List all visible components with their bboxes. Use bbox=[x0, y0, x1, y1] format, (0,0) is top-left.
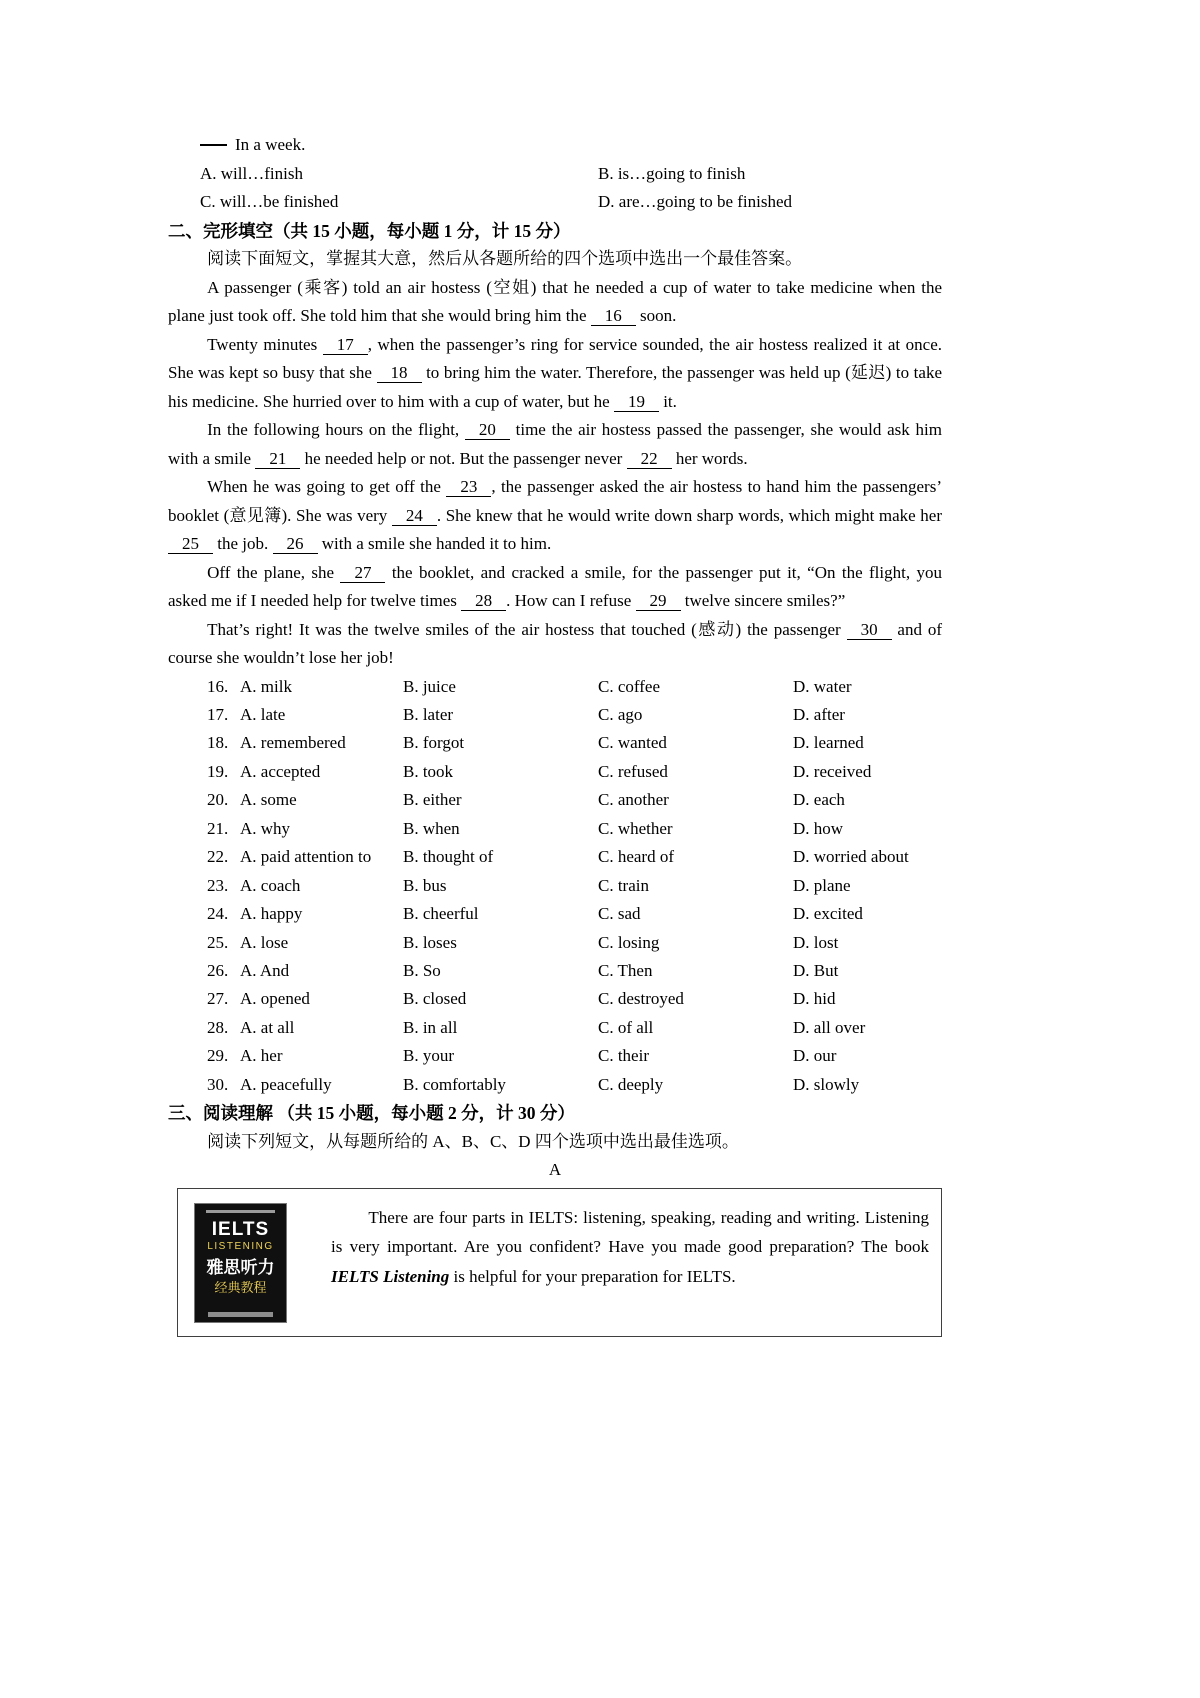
option-b: B. closed bbox=[403, 989, 467, 1009]
text-run: . She knew that he would write down sharp words, which might make her bbox=[436, 505, 942, 525]
cloze-blank-30: 30 bbox=[847, 620, 892, 640]
option-a: A. accepted bbox=[240, 761, 321, 781]
text-run: the booklet, and cracked a smile, for the passenger put it, “On the flight, you asked me if I needed help for twelve times bbox=[168, 562, 942, 610]
option-number: 23. bbox=[207, 875, 229, 895]
option-d: D. after bbox=[793, 704, 845, 724]
option-c: C. of all bbox=[598, 1017, 654, 1037]
option-a: A. And bbox=[240, 961, 290, 981]
cloze-paragraph-5 bbox=[168, 559, 942, 616]
stem-text: In a week. bbox=[235, 135, 306, 154]
option-d: D. hid bbox=[793, 989, 836, 1009]
option-d: D. received bbox=[793, 761, 872, 781]
intro-option-b: B. is…going to finish bbox=[598, 163, 746, 183]
option-b: B. forgot bbox=[403, 733, 465, 753]
reading-passage-box bbox=[177, 1188, 942, 1337]
option-d: D. learned bbox=[793, 733, 864, 753]
option-c: C. coffee bbox=[598, 676, 660, 696]
book-subtitle: LISTENING bbox=[207, 1240, 274, 1252]
text-run: is helpful for your preparation for IELTS. bbox=[449, 1266, 736, 1286]
reading-section-header: 三、阅读理解 （共 15 小题，每小题 2 分，计 30 分） bbox=[168, 1103, 575, 1124]
cloze-paragraph-3 bbox=[168, 416, 942, 473]
text-run: , the passenger asked the air hostess to hand him the passengers’ booklet (意见簿). She was very bbox=[168, 477, 942, 525]
text-run: Off the plane, she bbox=[207, 562, 341, 582]
option-a: A. opened bbox=[240, 989, 310, 1009]
option-c: C. wanted bbox=[598, 733, 667, 753]
option-b: B. your bbox=[403, 1046, 454, 1066]
option-a: A. coach bbox=[240, 875, 301, 895]
option-number: 30. bbox=[207, 1074, 229, 1094]
book-title: IELTS bbox=[211, 1218, 270, 1240]
cloze-blank-26: 26 bbox=[273, 534, 318, 554]
option-b: B. later bbox=[403, 704, 454, 724]
option-d: D. water bbox=[793, 676, 852, 696]
option-number: 27. bbox=[207, 989, 229, 1009]
text-run: with a smile she handed it to him. bbox=[317, 534, 552, 553]
option-a: A. her bbox=[240, 1046, 283, 1066]
option-b: B. cheerful bbox=[403, 904, 479, 924]
option-number: 18. bbox=[207, 733, 229, 753]
cloze-blank-16: 16 bbox=[591, 306, 636, 326]
option-d: D. all over bbox=[793, 1017, 866, 1037]
text-run: In the following hours on the flight, bbox=[207, 420, 465, 439]
option-number: 29. bbox=[207, 1046, 229, 1066]
option-c: C. deeply bbox=[598, 1074, 664, 1094]
option-b: B. either bbox=[403, 790, 462, 810]
option-c: C. ago bbox=[598, 704, 643, 724]
intro-option-c: C. will…be finished bbox=[200, 192, 339, 211]
option-a: A. why bbox=[240, 818, 291, 838]
cloze-option-row bbox=[207, 815, 942, 843]
ielts-book-cover bbox=[194, 1203, 287, 1323]
cloze-option-row bbox=[207, 1014, 942, 1042]
cloze-paragraph-4 bbox=[168, 473, 942, 559]
cloze-blank-17: 17 bbox=[323, 335, 368, 355]
reading-passage-text bbox=[331, 1203, 929, 1292]
option-d: D. lost bbox=[793, 932, 839, 952]
text-run: There are four parts in IELTS: listening, speaking, reading and writing. Listening is very important. Are you confident? Have you made good preparation? The book bbox=[331, 1207, 929, 1257]
cloze-blank-25: 25 bbox=[168, 534, 213, 554]
cloze-option-row bbox=[207, 900, 942, 928]
passage-label: A bbox=[548, 1160, 562, 1180]
text-run: he needed help or not. But the passenger never bbox=[300, 448, 627, 468]
text-run: twelve sincere smiles?” bbox=[680, 591, 846, 610]
option-b: B. So bbox=[403, 961, 441, 981]
cloze-blank-21: 21 bbox=[255, 449, 300, 469]
option-a: A. remembered bbox=[240, 733, 346, 753]
text-run: , when the passenger’s ring for service sounded, the air hostess realized it at once. She was kept so busy that she bbox=[168, 334, 942, 382]
option-b: B. took bbox=[403, 761, 454, 781]
cloze-blank-20: 20 bbox=[465, 420, 510, 440]
option-number: 20. bbox=[207, 790, 229, 810]
book-cover-top-decoration bbox=[206, 1210, 274, 1213]
cloze-blank-18: 18 bbox=[377, 363, 422, 383]
option-c: C. destroyed bbox=[598, 989, 684, 1009]
cloze-option-row bbox=[207, 957, 942, 985]
cloze-option-row bbox=[207, 985, 942, 1013]
text-run: time the air hostess passed the passenger, she would ask him with a smile bbox=[168, 420, 942, 468]
cloze-blank-29: 29 bbox=[636, 591, 681, 611]
cloze-option-row bbox=[207, 1042, 942, 1070]
cloze-paragraph-2 bbox=[168, 331, 942, 417]
option-c: C. sad bbox=[598, 904, 641, 924]
option-number: 25. bbox=[207, 932, 229, 952]
option-number: 19. bbox=[207, 761, 229, 781]
text-run: it. bbox=[658, 391, 677, 411]
option-b: B. thought of bbox=[403, 847, 494, 867]
option-c: C. heard of bbox=[598, 847, 675, 867]
cloze-blank-23: 23 bbox=[446, 477, 491, 497]
question-stem bbox=[168, 131, 942, 160]
cloze-blank-27: 27 bbox=[340, 563, 385, 583]
option-number: 17. bbox=[207, 704, 229, 724]
cloze-option-row bbox=[207, 673, 942, 701]
option-b: B. comfortably bbox=[403, 1074, 506, 1094]
option-b: B. juice bbox=[403, 676, 456, 696]
cloze-option-row bbox=[207, 786, 942, 814]
option-number: 26. bbox=[207, 961, 229, 981]
option-b: B. bus bbox=[403, 875, 447, 895]
book-chinese-subtitle: 经典教程 bbox=[214, 1279, 267, 1295]
book-chinese-title: 雅思听力 bbox=[206, 1257, 275, 1277]
cloze-option-row bbox=[207, 929, 942, 957]
option-c: C. another bbox=[598, 790, 669, 810]
option-b: B. loses bbox=[403, 932, 457, 952]
cloze-option-row bbox=[207, 843, 942, 871]
intro-option-a: A. will…finish bbox=[200, 163, 303, 183]
cloze-option-row bbox=[207, 701, 942, 729]
option-c: C. train bbox=[598, 875, 649, 895]
option-d: D. each bbox=[793, 790, 845, 810]
cloze-section-header: 二、完形填空（共 15 小题，每小题 1 分，计 15 分） bbox=[168, 220, 571, 241]
book-cover-bottom-decoration bbox=[208, 1312, 273, 1317]
option-a: A. peacefully bbox=[240, 1074, 332, 1094]
option-c: C. whether bbox=[598, 818, 673, 838]
text-run: When he was going to get off the bbox=[207, 477, 447, 496]
option-number: 24. bbox=[207, 904, 229, 924]
text-run: to bring him the water. Therefore, the passenger was held up (延迟) to take his medicine. She hurried over to him with a cup of water, but he bbox=[168, 363, 942, 411]
option-number: 28. bbox=[207, 1017, 229, 1037]
option-d: D. excited bbox=[793, 904, 863, 924]
blank-line bbox=[200, 144, 227, 146]
option-number: 22. bbox=[207, 847, 229, 867]
option-a: A. paid attention to bbox=[240, 847, 372, 867]
option-b: B. in all bbox=[403, 1017, 458, 1037]
option-c: C. Then bbox=[598, 961, 653, 981]
option-a: A. milk bbox=[240, 676, 292, 696]
cloze-blank-28: 28 bbox=[461, 591, 506, 611]
option-a: A. happy bbox=[240, 904, 303, 924]
option-d: D. worried about bbox=[793, 847, 909, 867]
option-a: A. lose bbox=[240, 932, 289, 952]
book-title-inline: IELTS Listening bbox=[331, 1266, 450, 1286]
cloze-option-row bbox=[207, 872, 942, 900]
option-c: C. losing bbox=[598, 932, 660, 952]
cloze-option-row bbox=[207, 1071, 942, 1099]
cloze-paragraph-1 bbox=[168, 274, 942, 331]
option-c: C. their bbox=[598, 1046, 649, 1066]
intro-options bbox=[168, 160, 942, 217]
option-a: A. some bbox=[240, 790, 297, 810]
text-run: and of course she wouldn’t lose her job! bbox=[168, 619, 942, 667]
option-a: A. late bbox=[240, 704, 286, 724]
text-run: her words. bbox=[671, 448, 748, 468]
text-run: Twenty minutes bbox=[207, 334, 323, 354]
option-b: B. when bbox=[403, 818, 460, 838]
option-d: D. But bbox=[793, 961, 839, 981]
option-number: 21. bbox=[207, 818, 229, 838]
option-d: D. our bbox=[793, 1046, 837, 1066]
cloze-blank-19: 19 bbox=[614, 392, 659, 412]
option-a: A. at all bbox=[240, 1017, 295, 1037]
option-c: C. refused bbox=[598, 761, 668, 781]
cloze-instruction: 阅读下面短文，掌握其大意，然后从各题所给的四个选项中选出一个最佳答案。 bbox=[207, 249, 803, 268]
option-d: D. plane bbox=[793, 875, 851, 895]
option-d: D. how bbox=[793, 818, 844, 838]
cloze-blank-22: 22 bbox=[627, 449, 672, 469]
cloze-option-row bbox=[207, 758, 942, 786]
reading-instruction: 阅读下列短文，从每题所给的 A、B、C、D 四个选项中选出最佳选项。 bbox=[207, 1131, 739, 1151]
option-number: 16. bbox=[207, 676, 229, 696]
text-run: the job. bbox=[213, 534, 273, 553]
text-run: A passenger (乘客) told an air hostess (空姐) that he needed a cup of water to take medicine when the plane just took off. She told him that she would bring him the bbox=[168, 277, 942, 325]
cloze-option-row bbox=[207, 729, 942, 757]
text-run: That’s right! It was the twelve smiles of the air hostess that touched (感动) the passenger bbox=[207, 619, 847, 639]
text-run: soon. bbox=[635, 306, 677, 325]
cloze-options-table bbox=[168, 673, 942, 1100]
cloze-blank-24: 24 bbox=[392, 506, 437, 526]
cloze-paragraph-6 bbox=[168, 616, 942, 673]
option-d: D. slowly bbox=[793, 1074, 860, 1094]
text-run: . How can I refuse bbox=[506, 591, 636, 610]
intro-option-d: D. are…going to be finished bbox=[598, 192, 793, 211]
